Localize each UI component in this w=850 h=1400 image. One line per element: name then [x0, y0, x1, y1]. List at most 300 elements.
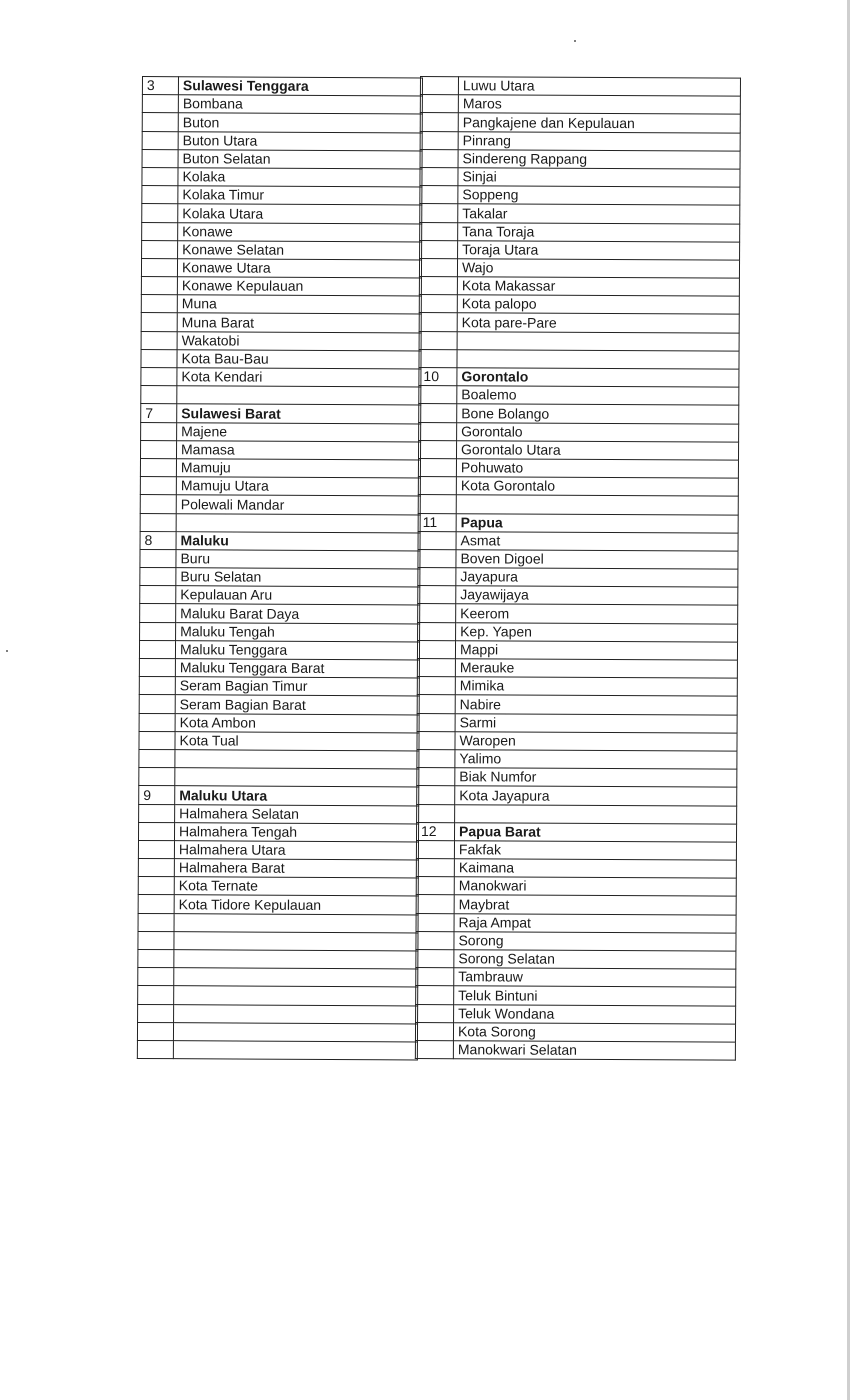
regency-row	[138, 968, 418, 988]
regency-row	[140, 495, 420, 515]
regency-row	[419, 422, 739, 442]
province-name: Papua Barat	[454, 822, 736, 842]
regency-name: Wakatobi	[177, 331, 421, 350]
regency-name: Maros	[458, 95, 740, 115]
row-number	[419, 349, 457, 367]
row-number	[419, 277, 457, 295]
row-number	[140, 513, 176, 531]
regency-row	[416, 968, 736, 988]
regency-name: Mamuju Utara	[176, 477, 420, 496]
regency-row	[142, 167, 422, 187]
regency-name: Tambrauw	[454, 968, 736, 988]
regency-name: Buru	[176, 550, 420, 569]
regency-name: Boalemo	[457, 386, 739, 406]
regency-name: Polewali Mandar	[176, 495, 420, 514]
row-number	[418, 604, 456, 622]
row-number	[140, 586, 176, 604]
regency-name	[174, 950, 418, 969]
row-number	[418, 586, 456, 604]
regency-row	[416, 895, 736, 915]
regency-row	[418, 495, 738, 515]
regency-row	[419, 277, 739, 297]
province-name: Sulawesi Barat	[177, 404, 421, 423]
regency-row	[138, 913, 418, 933]
regency-name: Teluk Wondana	[454, 1004, 736, 1024]
regency-name: Kota Tual	[175, 731, 419, 750]
regency-row	[419, 404, 739, 424]
regency-name: Boven Digoel	[456, 550, 738, 570]
regency-name: Mimika	[455, 677, 737, 697]
regency-name: Halmahera Selatan	[175, 804, 419, 823]
row-number	[142, 222, 178, 240]
row-number	[138, 840, 174, 858]
row-number: 12	[416, 822, 454, 840]
regency-row	[415, 1040, 735, 1060]
regency-row	[415, 1022, 735, 1042]
regency-row	[139, 658, 419, 678]
regency-name: Kota Ambon	[175, 713, 419, 732]
row-number	[141, 295, 177, 313]
regency-row	[141, 331, 421, 351]
regency-row	[419, 258, 739, 278]
regency-row	[140, 568, 420, 588]
row-number	[420, 222, 458, 240]
regency-row	[138, 986, 418, 1006]
row-number	[139, 731, 175, 749]
regency-name: Buru Selatan	[176, 568, 420, 587]
regency-row	[416, 949, 736, 969]
row-number	[142, 131, 178, 149]
regency-row	[418, 440, 738, 460]
regency-row	[137, 1022, 417, 1042]
scan-speck	[6, 650, 8, 652]
regency-row	[417, 804, 737, 824]
regency-row	[138, 859, 418, 879]
regency-name: Kepulauan Aru	[176, 586, 420, 605]
regency-name: Luwu Utara	[458, 77, 740, 97]
province-name: Sulawesi Tenggara	[178, 77, 422, 96]
province-row	[416, 822, 736, 842]
regency-row	[420, 204, 740, 224]
regency-name: Kota Ternate	[174, 877, 418, 896]
row-number	[419, 313, 457, 331]
regency-name: Pohuwato	[456, 459, 738, 479]
regency-name: Kota Tidore Kepulauan	[174, 895, 418, 914]
regency-row	[140, 458, 420, 478]
regency-row	[417, 731, 737, 751]
regency-row	[418, 549, 738, 569]
row-number	[138, 1004, 174, 1022]
regency-name: Mamasa	[176, 440, 420, 459]
regency-name: Yalimo	[455, 750, 737, 770]
regency-row	[418, 622, 738, 642]
row-number	[417, 749, 455, 767]
regency-name: Halmahera Utara	[174, 841, 418, 860]
row-number	[416, 877, 454, 895]
regency-row	[417, 695, 737, 715]
province-name: Papua	[456, 513, 738, 533]
regency-name: Wajo	[457, 259, 739, 279]
regency-name	[457, 331, 739, 351]
row-number	[141, 331, 177, 349]
regency-row	[420, 167, 740, 187]
regency-name: Mappi	[455, 641, 737, 661]
regency-row	[417, 713, 737, 733]
regency-name: Sorong	[454, 932, 736, 952]
regency-row	[138, 877, 418, 897]
regency-row	[420, 222, 740, 242]
row-number	[142, 186, 178, 204]
regency-name	[174, 913, 418, 932]
regency-row	[138, 895, 418, 915]
row-number	[142, 167, 178, 185]
row-number	[419, 386, 457, 404]
row-number: 11	[418, 513, 456, 531]
row-number	[140, 622, 176, 640]
row-number	[138, 859, 174, 877]
row-number	[138, 968, 174, 986]
regency-name	[174, 968, 418, 987]
regency-row	[420, 240, 740, 260]
regency-row	[417, 749, 737, 769]
row-number	[420, 204, 458, 222]
row-number	[417, 768, 455, 786]
regency-row	[139, 640, 419, 660]
regency-row	[417, 658, 737, 678]
row-number	[420, 240, 458, 258]
regency-name: Muna	[177, 295, 421, 314]
row-number	[419, 331, 457, 349]
regency-name: Keerom	[456, 604, 738, 624]
regency-name: Maluku Tengah	[176, 622, 420, 641]
right-table-body	[415, 77, 740, 1061]
row-number	[141, 422, 177, 440]
row-number	[138, 913, 174, 931]
row-number	[417, 731, 455, 749]
regency-name: Waropen	[455, 731, 737, 751]
regency-row	[416, 913, 736, 933]
regency-row	[138, 822, 418, 842]
regency-name	[455, 804, 737, 824]
row-number	[416, 986, 454, 1004]
regency-name: Kota Bau-Bau	[177, 349, 421, 368]
scan-speck	[574, 40, 576, 42]
regency-row	[139, 768, 419, 788]
regency-name: Kota Gorontalo	[456, 477, 738, 497]
row-number	[138, 931, 174, 949]
regency-name: Sorong Selatan	[454, 950, 736, 970]
regency-name: Majene	[177, 422, 421, 441]
regency-name: Bombana	[178, 95, 422, 114]
regency-name: Maybrat	[454, 895, 736, 915]
regency-name	[174, 1004, 418, 1023]
regency-row	[419, 386, 739, 406]
row-number	[138, 949, 174, 967]
regency-row	[418, 586, 738, 606]
row-number	[139, 677, 175, 695]
regency-row	[141, 367, 421, 387]
regency-row	[141, 386, 421, 406]
regency-row	[417, 768, 737, 788]
province-row	[139, 786, 419, 806]
regency-row	[416, 877, 736, 897]
province-row	[140, 531, 420, 551]
regency-name: Merauke	[455, 659, 737, 679]
regency-name: Kolaka Timur	[178, 186, 422, 205]
regency-row	[417, 786, 737, 806]
regency-row	[140, 477, 420, 497]
regency-name: Buton Utara	[178, 131, 422, 150]
regency-row	[420, 131, 740, 151]
regency-row	[138, 931, 418, 951]
regency-name: Kota Makassar	[457, 277, 739, 297]
regency-row	[142, 222, 422, 242]
row-number	[416, 931, 454, 949]
row-number	[138, 822, 174, 840]
regency-row	[139, 677, 419, 697]
row-number	[137, 1040, 173, 1058]
row-number	[139, 695, 175, 713]
row-number	[416, 913, 454, 931]
row-number	[417, 786, 455, 804]
regency-row	[139, 731, 419, 751]
row-number	[142, 95, 178, 113]
regency-name: Raja Ampat	[454, 913, 736, 933]
regency-name: Kota Jayapura	[455, 786, 737, 806]
regency-name: Buton	[178, 113, 422, 132]
regency-name: Mamuju	[176, 459, 420, 478]
province-name: Maluku Utara	[175, 786, 419, 805]
row-number	[416, 968, 454, 986]
regency-row	[140, 513, 420, 533]
row-number: 9	[139, 786, 175, 804]
row-number	[416, 840, 454, 858]
regency-row	[142, 240, 422, 260]
regency-row	[416, 859, 736, 879]
row-number	[142, 113, 178, 131]
regency-name: Fakfak	[454, 841, 736, 861]
regency-row	[141, 349, 421, 369]
regency-name: Biak Numfor	[455, 768, 737, 788]
row-number	[140, 604, 176, 622]
regency-name: Gorontalo Utara	[456, 440, 738, 460]
regency-name: Sarmi	[455, 713, 737, 733]
regency-row	[137, 1040, 417, 1060]
regency-name: Halmahera Barat	[174, 859, 418, 878]
row-number	[420, 95, 458, 113]
row-number	[139, 804, 175, 822]
regency-row	[139, 695, 419, 715]
right-region-table	[415, 76, 741, 1061]
row-number: 10	[419, 367, 457, 385]
regency-row	[142, 149, 422, 169]
row-number	[140, 440, 176, 458]
regency-row	[141, 295, 421, 315]
row-number	[417, 677, 455, 695]
left-table-body	[137, 77, 422, 1061]
regency-name	[175, 750, 419, 769]
regency-row	[419, 313, 739, 333]
row-number	[139, 749, 175, 767]
row-number	[138, 986, 174, 1004]
regency-name: Maluku Barat Daya	[176, 604, 420, 623]
row-number	[418, 568, 456, 586]
row-number	[416, 859, 454, 877]
row-number	[418, 531, 456, 549]
regency-name: Manokwari	[454, 877, 736, 897]
regency-name	[457, 350, 739, 370]
regency-row	[417, 640, 737, 660]
row-number	[417, 804, 455, 822]
regency-row	[141, 422, 421, 442]
row-number	[419, 258, 457, 276]
row-number	[141, 349, 177, 367]
regency-name: Kota Sorong	[453, 1022, 735, 1042]
regency-name	[173, 1022, 417, 1041]
row-number	[141, 313, 177, 331]
regency-name: Buton Selatan	[178, 149, 422, 168]
regency-row	[142, 204, 422, 224]
regency-name: Soppeng	[458, 186, 740, 206]
row-number	[416, 895, 454, 913]
regency-name: Konawe Selatan	[178, 240, 422, 259]
regency-row	[138, 1004, 418, 1024]
province-row	[142, 77, 422, 97]
regency-row	[420, 77, 740, 97]
row-number	[420, 167, 458, 185]
row-number	[420, 149, 458, 167]
regency-row	[142, 95, 422, 115]
regency-row	[420, 149, 740, 169]
row-number	[417, 658, 455, 676]
regency-row	[140, 549, 420, 569]
regency-name: Jayawijaya	[456, 586, 738, 606]
regency-name: Konawe Kepulauan	[177, 277, 421, 296]
regency-name: Kep. Yapen	[456, 622, 738, 642]
row-number	[140, 495, 176, 513]
regency-name: Teluk Bintuni	[454, 986, 736, 1006]
row-number: 3	[142, 77, 178, 95]
row-number	[419, 295, 457, 313]
regency-name: Kaimana	[454, 859, 736, 879]
regency-row	[140, 440, 420, 460]
regency-name: Toraja Utara	[458, 240, 740, 260]
row-number	[138, 895, 174, 913]
row-number	[140, 568, 176, 586]
regency-name	[173, 1041, 417, 1060]
regency-name: Tana Toraja	[458, 222, 740, 242]
row-number	[139, 768, 175, 786]
row-number	[137, 1022, 173, 1040]
province-name: Gorontalo	[457, 368, 739, 388]
regency-name: Gorontalo	[457, 422, 739, 442]
regency-name: Halmahera Tengah	[174, 822, 418, 841]
regency-name	[174, 931, 418, 950]
regency-name: Jayapura	[456, 568, 738, 588]
regency-name	[175, 768, 419, 787]
row-number	[415, 1040, 453, 1058]
row-number	[417, 713, 455, 731]
row-number	[142, 240, 178, 258]
regency-row	[140, 622, 420, 642]
regency-name: Seram Bagian Timur	[175, 677, 419, 696]
row-number	[420, 113, 458, 131]
regency-name: Kota pare-Pare	[457, 313, 739, 333]
regency-row	[139, 749, 419, 769]
regency-name	[456, 495, 738, 515]
regency-row	[416, 840, 736, 860]
row-number	[140, 458, 176, 476]
province-row	[141, 404, 421, 424]
province-name: Maluku	[176, 531, 420, 550]
regency-row	[418, 531, 738, 551]
row-number	[420, 77, 458, 95]
regency-name: Kota Kendari	[177, 368, 421, 387]
left-region-table	[137, 76, 423, 1061]
regency-row	[418, 568, 738, 588]
row-number	[419, 422, 457, 440]
province-row	[418, 513, 738, 533]
regency-row	[417, 677, 737, 697]
regency-name	[174, 986, 418, 1005]
regency-name: Pinrang	[458, 131, 740, 151]
row-number	[141, 258, 177, 276]
regency-name: Sindereng Rappang	[458, 149, 740, 169]
row-number	[141, 386, 177, 404]
regency-name	[177, 386, 421, 405]
regency-row	[416, 931, 736, 951]
row-number	[138, 877, 174, 895]
regency-row	[418, 604, 738, 624]
regency-row	[142, 113, 422, 133]
regency-row	[418, 477, 738, 497]
regency-name: Bone Bolango	[457, 404, 739, 424]
row-number	[418, 622, 456, 640]
row-number	[142, 204, 178, 222]
regency-name: Nabire	[455, 695, 737, 715]
row-number	[141, 277, 177, 295]
regency-name	[176, 513, 420, 532]
regency-name: Seram Bagian Barat	[175, 695, 419, 714]
row-number	[418, 549, 456, 567]
regency-row	[141, 313, 421, 333]
regency-row	[416, 986, 736, 1006]
regency-name: Maluku Tenggara	[175, 640, 419, 659]
regency-row	[420, 113, 740, 133]
regency-row	[140, 604, 420, 624]
row-number	[419, 404, 457, 422]
row-number	[139, 713, 175, 731]
regency-name: Sinjai	[458, 168, 740, 188]
regency-row	[142, 131, 422, 151]
row-number	[417, 640, 455, 658]
regency-row	[139, 804, 419, 824]
regency-row	[416, 1004, 736, 1024]
regency-row	[420, 95, 740, 115]
row-number	[420, 131, 458, 149]
row-number	[139, 640, 175, 658]
row-number: 7	[141, 404, 177, 422]
regency-row	[418, 458, 738, 478]
row-number	[139, 658, 175, 676]
row-number: 8	[140, 531, 176, 549]
row-number	[415, 1022, 453, 1040]
row-number	[416, 1004, 454, 1022]
regency-row	[419, 331, 739, 351]
regency-row	[141, 258, 421, 278]
row-number	[418, 477, 456, 495]
row-number	[142, 149, 178, 167]
